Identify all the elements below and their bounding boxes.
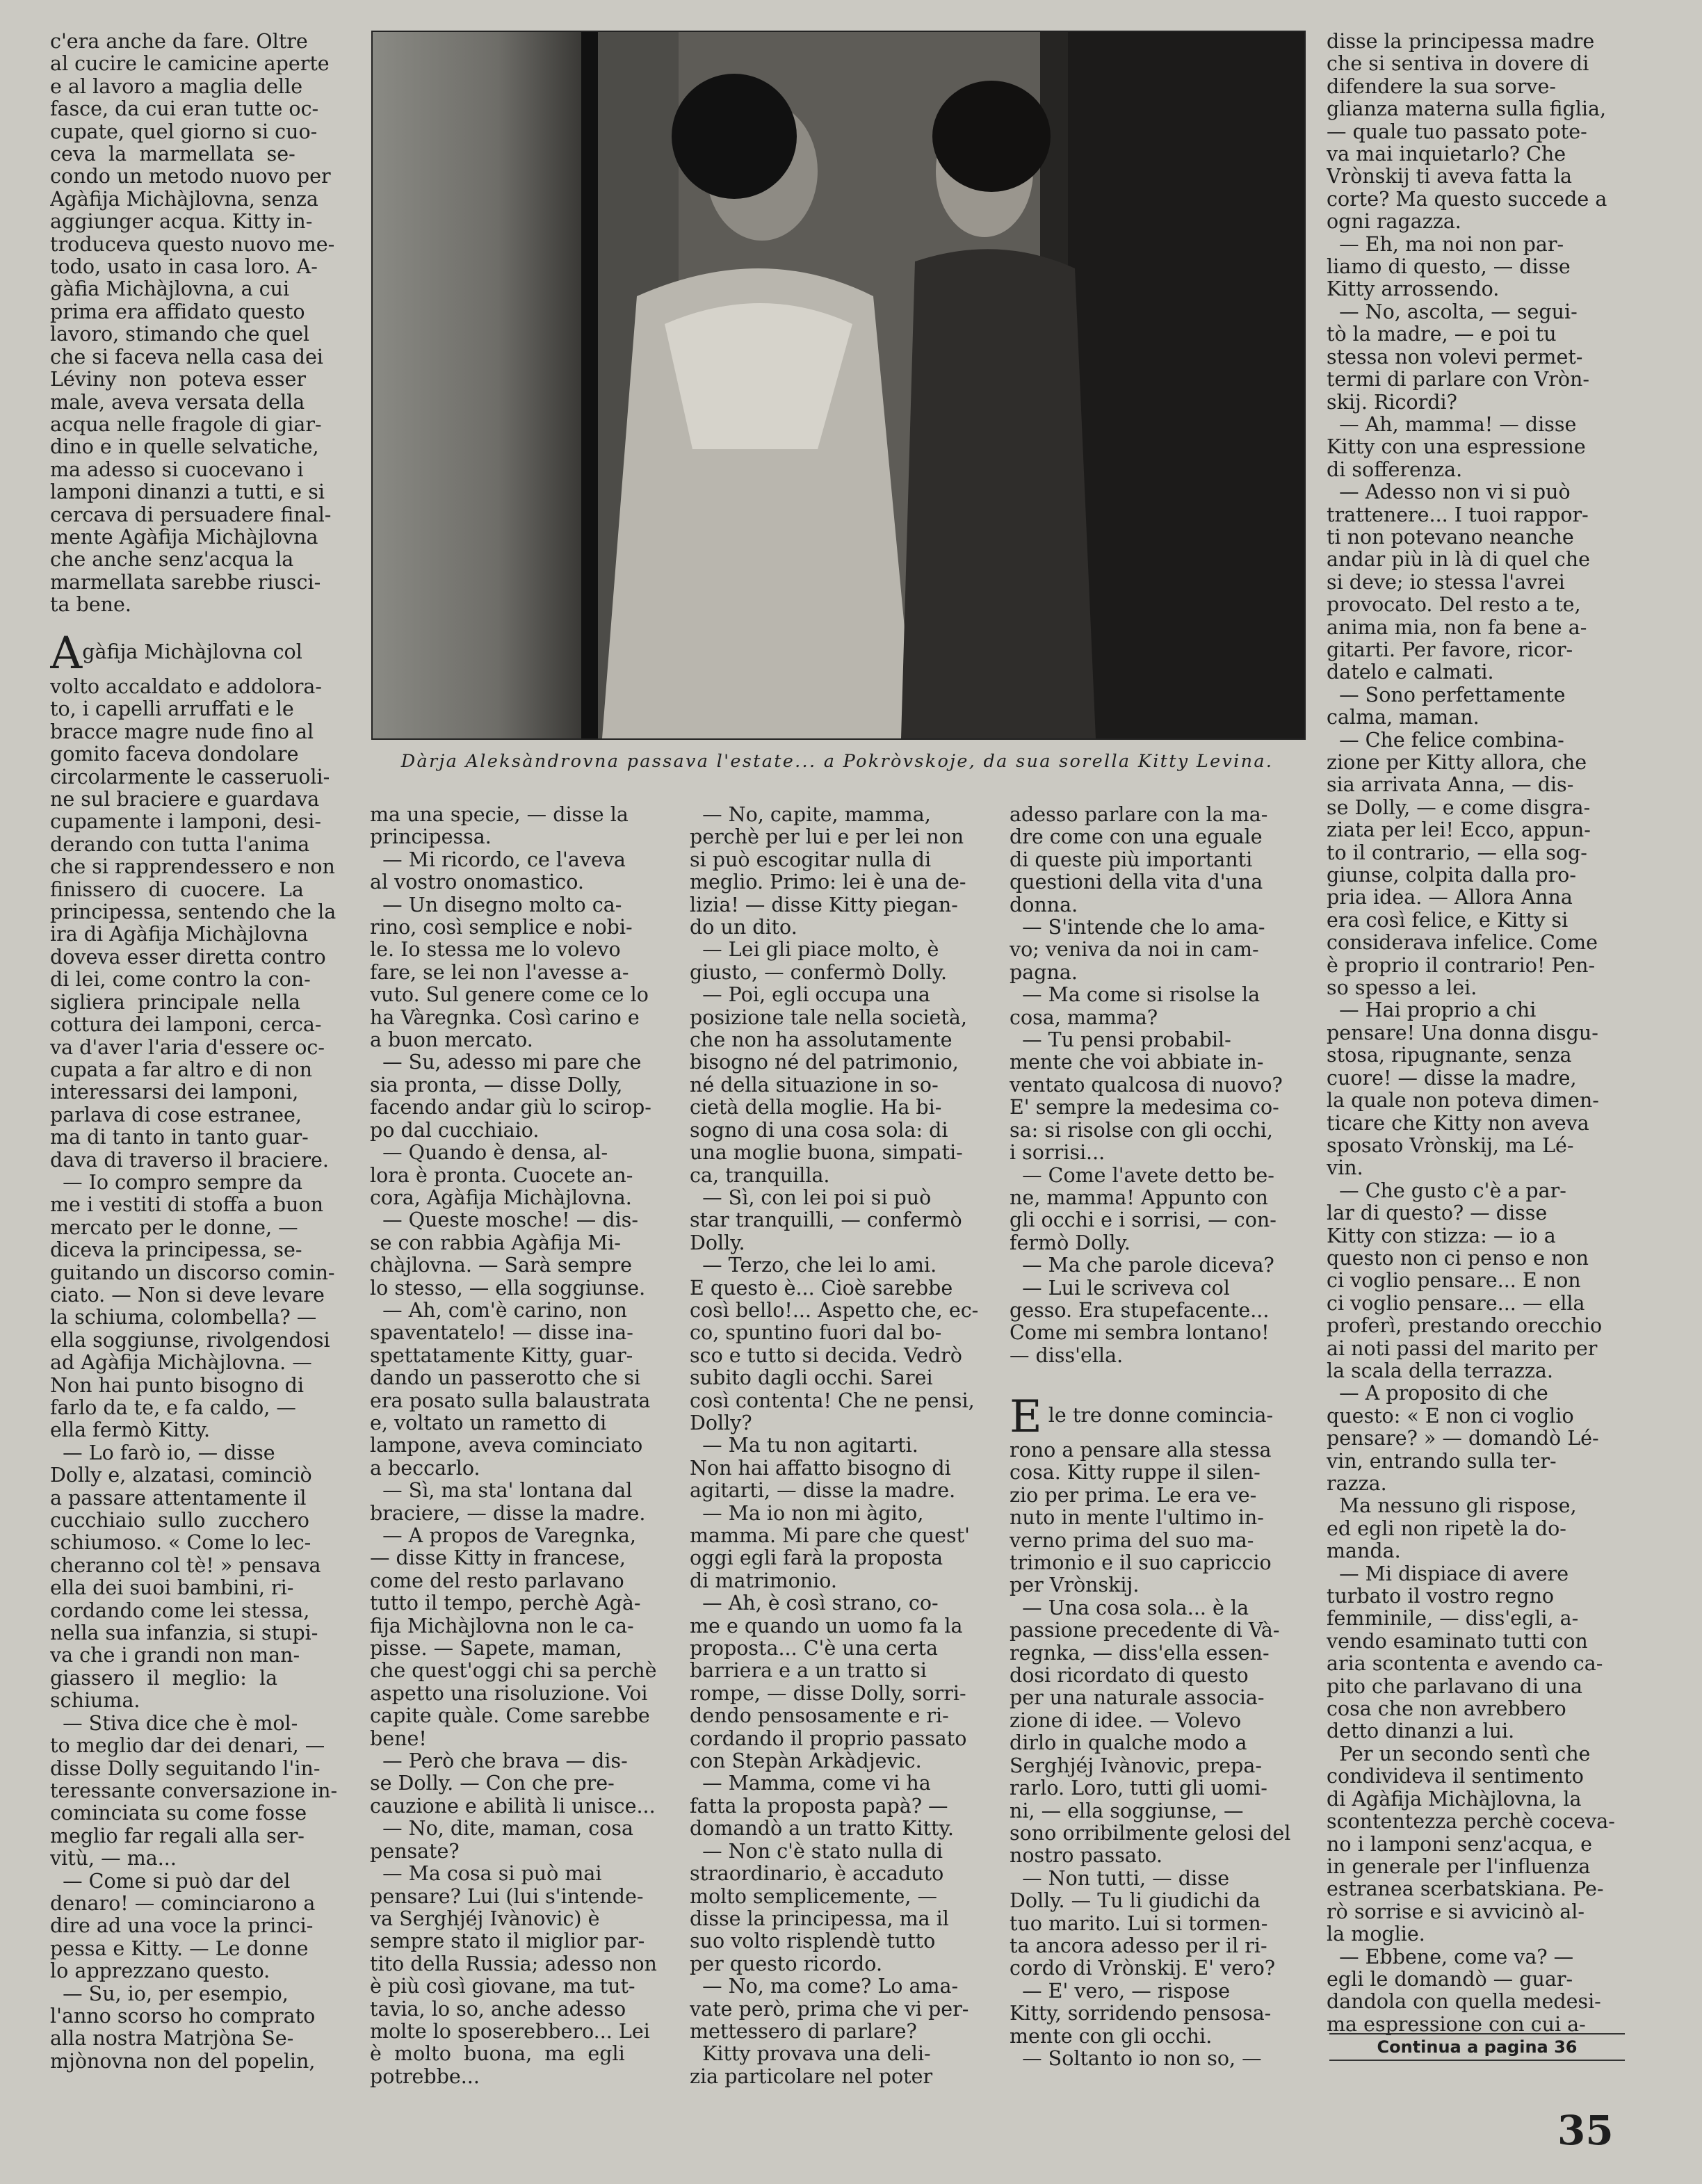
column-3: — No, capite, mamma, perchè per lui e per lei non si può escogitar nulla di meglio. Primo: lei è una de- lizia! — disse Kitty piegan- do un dito. — Lei gli piace molto, è giusto, — confermò Dolly. — Poi, egli occupa una posizione tale nella società, che non ha assolutamente bisogno né del patrimonio, né della situazione in so- cietà della moglie. Ha bi- sogno di una cosa sola: di una moglie buona, simpati- ca, tranquilla. — Sì, con lei poi si può star tranquilli, — confermò Dolly. — Terzo, che lei lo ami. E questo è... Cioè sarebbe così bello!... Aspetto che, ec- co, spuntino fuori dal bo- sco e tutto si decida. Vedrò subito dagli occhi. Sarei così contenta! Che ne pensi, Dolly? — Ma tu non agitarti. Non hai affatto bisogno di agitarti, — disse la madre. — Ma io non mi àgito, mamma. Mi pare che quest' oggi egli farà la proposta di matrimonio. — Ah, è così strano, co- me e quando un uomo fa la proposta... C'è una certa barriera e a un tratto si rompe, — disse Dolly, sorri- dendo pensosamente e ri- cordando il proprio passato con Stepàn Arkàdjevic. — Mamma, come vi ha fatta la proposta papà? — domandò a un tratto Kitty. — Non c'è stato nulla di straordinario, è accaduto molto semplicemente, — disse la principessa, ma il suo volto risplendè tutto per questo ricordo. — No, ma come? Lo ama- vate però, prima che vi per- mettessero di parlare? Kitty provava una deli- zia particolare nel poter [690, 804, 979, 2088]
column-1-bottom [50, 631, 352, 2073]
page-number: 35 [1557, 2107, 1614, 2154]
column-5: disse la principessa madre che si sentiva in dovere di difendere la sua sorve- glianza materna sulla figlia, — quale tuo passato pote- va mai inquietarlo? Che Vrònskij ti aveva fatta la corte? Ma questo succede a ogni ragazza. — Eh, ma noi non par- liamo di questo, — disse Kitty arrossendo. — No, ascolta, — segui- tò la madre, — e poi tu stessa non volevi permet- termi di parlare con Vròn- skij. Ricordi? — Ah, mamma! — disse Kitty con una espressione di sofferenza. — Adesso non vi si può trattenere... I tuoi rappor- ti non potevano neanche andar più in là di quel che si deve; io stessa l'avrei provocato. Del resto a te, anima mia, non fa bene a- gitarti. Per favore, ricor- datelo e calmati. — Sono perfettamente calma, maman. — Che felice combina- zione per Kitty allora, che sia arrivata Anna, — dis- se Dolly, — e come disgra- ziata per lei! Ecco, appun- to il contrario, — ella sog- giunse, colpita dalla pro- pria idea. — Allora Anna era così felice, e Kitty si considerava infelice. Come è proprio il contrario! Pen- so spesso a lei. — Hai proprio a chi pensare! Una donna disgu- stosa, ripugnante, senza cuore! — disse la madre, la quale non poteva dimen- ticare che Kitty non aveva sposato Vrònskij, ma Lé- vin. — Che gusto c'è a par- lar di questo? — disse Kitty con stizza: — io a questo non ci penso e non ci voglio pensare... E non ci voglio pensare... — ella proferì, prestando orecchio ai noti passi del marito per la scala della terrazza. — A proposito di che questo: « E non ci voglio pensare? » — domandò Lé- vin, entrando sulla ter- razza. Ma nessuno gli rispose, ed egli non ripetè la do- manda. — Mi dispiace di avere turbato il vostro regno femminile, — diss'egli, a- vendo esaminato tutti con aria scontenta e avendo ca- pito che parlavano di una cosa che non avrebbero detto dinanzi a lui. Per un secondo sentì che condivideva il sentimento di Agàfija Michàjlovna, la scontentezza perchè coceva- no i lamponi senz'acqua, e in generale per l'influenza estranea scerbatskiana. Pe- rò sorrise e si avvicinò al- la moglie. — Ebbene, come va? — egli le domandò — guar- dandola con quella medesi- ma espressione con cui a- [1327, 31, 1615, 2036]
drop-cap-a: A [50, 631, 83, 679]
photo-illustration [373, 32, 1304, 738]
column-4-bottom [1010, 1395, 1315, 2070]
column-1-top: c'era anche da fare. Oltre al cucire le camicine aperte e al lavoro a maglia delle fasce, da cui eran tutte oc- cupate, quel giorno si cuo- ceva la marmellata se- condo un metodo nuovo per Agàfija Michàjlovna, senza aggiunger acqua. Kitty in- troduceva questo nuovo me- todo, usato in casa loro. A- gàfia Michàjlovna, a cui prima era affidato questo lavoro, stimando che quel che si faceva nella casa dei Léviny non poteva esser male, aveva versata della acqua nelle fragole di giar- dino e in quelle selvatiche, ma adesso si cuocevano i lamponi dinanzi a tutti, e si cercava di persuadere final- mente Agàfija Michàjlovna che anche senz'acqua la marmellata sarebbe riusci- ta bene. [50, 31, 335, 617]
continued-on-page-link[interactable]: Continua a pagina 36 [1329, 2033, 1625, 2061]
column-4-bottom-text: le tre donne comincia- rono a pensare alla stessa cosa. Kitty ruppe il silen- zio per prima. Le era ve- nuto in mente l'ultimo in- verno prima del suo ma- trimonio e il suo capriccio per Vrònskij. — Una cosa sola... è la passione precedente di Và- regnka, — diss'ella essen- dosi ricordato di questo per una naturale associa- zione di idee. — Volevo dirlo in qualche modo a Serghjéj Ivànovic, prepa- rarlo. Loro, tutti gli uomi- ni, — ella soggiunse, — sono orribilmente gelosi del nostro passato. — Non tutti, — disse Dolly. — Tu li giudichi da tuo marito. Lui si tormen- ta ancora adesso per il ri- cordo di Vrònskij. E' vero? — E' vero, — rispose Kitty, sorridendo pensosa- mente con gli occhi. — Soltanto io non so, — [1010, 1404, 1291, 2070]
film-still-photo [371, 31, 1306, 740]
column-4-top: adesso parlare con la ma- dre come con una eguale di queste più importanti questioni della vita d'una donna. — S'intende che lo ama- vo; veniva da noi in cam- pagna. — Ma come si risolse la cosa, mamma? — Tu pensi probabil- mente che voi abbiate in- ventato qualcosa di nuovo? E' sempre la medesima co- sa: si risolse con gli occhi, i sorrisi... — Come l'avete detto be- ne, mamma! Appunto con gli occhi e i sorrisi, — con- fermò Dolly. — Ma che parole diceva? — Lui le scriveva col gesso. Era stupefacente... Come mi sembra lontano! — diss'ella. [1010, 804, 1283, 1367]
column-1-bottom-text: gàfija Michàjlovna col volto accaldato e addolora- to, i capelli arruffati e le bracce magre nude fino al gomito faceva dondolare circolarmente le casseruoli- ne sul braciere e guardava cupamente i lamponi, desi- derando con tutta l'anima che si rapprendessero e non finissero di cuocere. La principessa, sentendo che la ira di Agàfija Michàjlovna doveva esser diretta contro di lei, come contro la con- sigliera principale nella cottura dei lamponi, cerca- va d'aver l'aria d'essere oc- cupata a far altro e di non interessarsi dei lamponi, parlava di cose estranee, ma di tanto in tanto guar- dava di traverso il braciere. — Io compro sempre da me i vestiti di stoffa a buon mercato per le donne, — diceva la principessa, se- guitando un discorso comin- ciato. — Non si deve levare la schiuma, colombella? — ella soggiunse, rivolgendosi ad Agàfija Michàjlovna. — Non hai punto bisogno di farlo da te, e fa caldo, — ella fermò Kitty. — Lo farò io, — disse Dolly e, alzatasi, cominciò a passare attentamente il cucchiaio sullo zucchero schiumoso. « Come lo lec- cheranno col tè! » pensava ella dei suoi bambini, ri- cordando come lei stessa, nella sua infanzia, si stupi- va che i grandi non man- giassero il meglio: la schiuma. — Stiva dice che è mol- to meglio dar dei denari, — disse Dolly seguitando l'in- teressante conversazione in- cominciata su come fosse meglio far regali alla ser- vitù, — ma... — Come si può dar del denaro! — cominciarono a dire ad una voce la princi- pessa e Kitty. — Le donne lo apprezzano questo. — Su, io, per esempio, l'anno scorso ho comprato alla nostra Matrjòna Se- mjònovna non del popelin, [50, 640, 338, 2073]
photo-caption: Dàrja Aleksàndrovna passava l'estate... a Pokròvskoje, da sua sorella Kitty Levina. [400, 751, 1274, 772]
drop-cap-e: E [1010, 1395, 1042, 1443]
column-2: ma una specie, — disse la principessa. — Mi ricordo, ce l'aveva al vostro onomastico. — Un disegno molto ca- rino, così semplice e nobi- le. Io stessa me lo volevo fare, se lei non l'avesse a- vuto. Sul genere come ce lo ha Vàregnka. Così carino e a buon mercato. — Su, adesso mi pare che sia pronta, — disse Dolly, facendo andar giù lo scirop- po dal cucchiaio. — Quando è densa, al- lora è pronta. Cuocete an- cora, Agàfija Michàjlovna. — Queste mosche! — dis- se con rabbia Agàfija Mi- chàjlovna. — Sarà sempre lo stesso, — ella soggiunse. — Ah, com'è carino, non spaventatelo! — disse ina- spettatamente Kitty, guar- dando un passerotto che si era posato sulla balaustrata e, voltato un rametto di lampone, aveva cominciato a beccarlo. — Sì, ma sta' lontana dal braciere, — disse la madre. — A propos de Varegnka, — disse Kitty in francese, come del resto parlavano tutto il tempo, perchè Agà- fija Michàjlovna non le ca- pisse. — Sapete, maman, che quest'oggi chi sa perchè aspetto una risoluzione. Voi capite quàle. Come sarebbe bene! — Però che brava — dis- se Dolly. — Con che pre- cauzione e abilità li unisce... — No, dite, maman, cosa pensate? — Ma cosa si può mai pensare? Lui (lui s'intende- va Serghjéj Ivànovic) è sempre stato il miglior par- tito della Russia; adesso non è più così giovane, ma tut- tavia, lo so, anche adesso molte lo sposerebbero... Lei è molto buona, ma egli potrebbe... [370, 804, 657, 2088]
